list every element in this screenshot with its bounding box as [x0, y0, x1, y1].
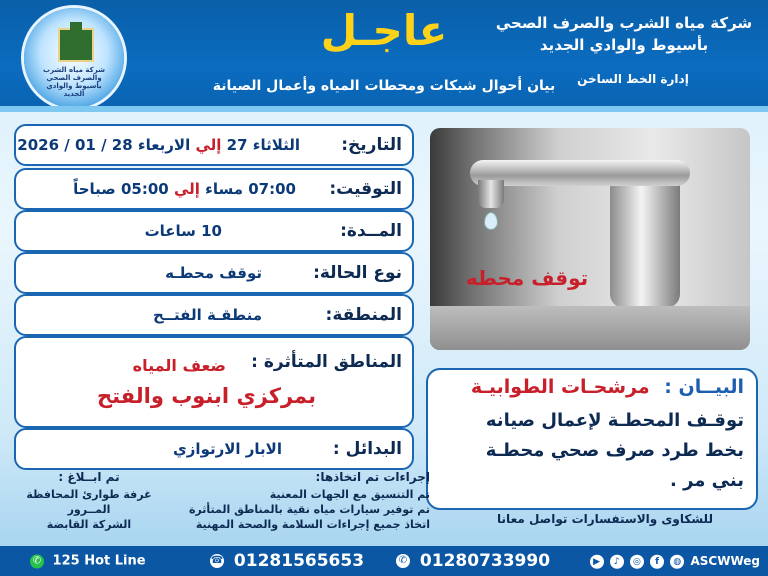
- hotline[interactable]: [30, 554, 146, 569]
- instagram-icon[interactable]: ◎: [630, 554, 644, 568]
- urgent-title: عاجـل: [320, 6, 448, 55]
- area-label: المنطقة:: [325, 305, 402, 325]
- date-value: [17, 136, 300, 154]
- time-to: إلي: [173, 180, 200, 198]
- duration-label: المــدة:: [340, 221, 402, 241]
- faucet-body-icon: [610, 168, 680, 308]
- faucet-nozzle-icon: [478, 180, 504, 208]
- statement-label: البيــان :: [664, 376, 744, 398]
- phone-call-text: 01281565653: [233, 551, 365, 571]
- alternatives-value: الابار الارتوازي: [173, 440, 282, 458]
- announcement-subtitle: بيان أحوال شبكات ومحطات المياه وأعمال الصيانة: [212, 78, 556, 94]
- list-item: تم توفير سيارات مياه نقية بالمناطق المتأثرة: [188, 503, 430, 516]
- header-banner: [0, 0, 768, 112]
- whatsapp-icon: ✆: [396, 554, 410, 568]
- date-label: التاريخ:: [341, 135, 402, 155]
- hotline-label: Hot Line: [84, 553, 146, 569]
- statement-line1: توقـف المحطـة لإعمال صيانه: [485, 410, 744, 431]
- image-caption: توقف محطه: [465, 266, 589, 290]
- alternatives-label: البدائل :: [332, 439, 402, 459]
- youtube-icon[interactable]: ▶: [590, 554, 604, 568]
- date-start: الثلاثاء 27: [226, 136, 300, 154]
- web-icon[interactable]: ◍: [670, 554, 684, 568]
- affected-line1: ضعف المياه: [132, 356, 226, 375]
- date-row: [14, 124, 414, 166]
- social-links[interactable]: [590, 554, 760, 569]
- social-handle: ASCWWeg: [690, 553, 760, 568]
- company-name-line2: بأسيوط والوادي الجديد: [539, 36, 709, 54]
- affected-areas-row: [14, 336, 414, 428]
- case-type-value: توقف محطـه: [165, 264, 262, 282]
- hotline-number: 125: [52, 553, 80, 569]
- faucet-image: [430, 128, 750, 350]
- statement-value: مرشحـات الطوابيـة: [470, 376, 650, 398]
- case-type-row: [14, 252, 414, 294]
- measures-list: [174, 470, 430, 532]
- statement-box: [426, 368, 758, 510]
- affected-label: المناطق المتأثرة :: [251, 352, 402, 372]
- statement-line3: بني مر .: [669, 470, 744, 491]
- notified-parties-list: [14, 470, 164, 532]
- list-item: تم التنسيق مع الجهات المعنية: [269, 488, 430, 501]
- case-type-label: نوع الحالة:: [313, 263, 402, 283]
- date-end: الاربعاء 28 / 01 / 2026: [17, 136, 191, 154]
- sink-basin: [430, 306, 750, 350]
- logo-text: شركة مياه الشرب والصرف الصحي بأسيوط والوادي الجديد: [43, 66, 105, 98]
- statement-line2: بخط طرد صرف صحي محطـة: [485, 440, 744, 461]
- contact-note: للشكاوى والاستفسارات تواصل معانا: [497, 512, 713, 526]
- footer-bar: [0, 546, 768, 576]
- time-row: [14, 168, 414, 210]
- phone-whatsapp-text: 01280733990: [419, 551, 551, 571]
- date-to: إلي: [195, 136, 222, 154]
- time-end: 05:00 صباحاً: [73, 180, 169, 198]
- phone-call-number[interactable]: [210, 551, 364, 571]
- list-item: الشركة القابضة: [46, 518, 132, 531]
- list-item: اتخاذ جميع إجراءات السلامة والصحة المهنية: [195, 518, 430, 531]
- department-name: إدارة الخط الساخن: [577, 72, 689, 86]
- area-value: منطقـة الفتــح: [152, 306, 262, 324]
- list-item: المــرور: [67, 503, 111, 516]
- duration-row: [14, 210, 414, 252]
- time-value: [73, 180, 296, 198]
- facebook-icon[interactable]: f: [650, 554, 664, 568]
- alternatives-row: [14, 428, 414, 470]
- duration-value: 10 ساعات: [144, 222, 222, 240]
- time-label: التوقيت:: [329, 179, 402, 199]
- whatsapp-icon: ✆: [30, 554, 44, 568]
- phone-whatsapp-number[interactable]: [396, 551, 550, 571]
- statement-header: [471, 376, 744, 398]
- area-row: [14, 294, 414, 336]
- notify-title: تم ابــلاغ :: [58, 470, 120, 484]
- list-item: غرفة طوارئ المحافظة: [26, 488, 152, 501]
- time-start: 07:00 مساء: [205, 180, 296, 198]
- company-name-line1: شركة مياه الشرب والصرف الصحي: [495, 14, 753, 32]
- phone-icon: ☎: [210, 555, 224, 566]
- tiktok-icon[interactable]: ♪: [610, 554, 624, 568]
- measures-title: إجراءات تم اتخاذها:: [315, 470, 430, 484]
- water-drop-icon: [484, 212, 498, 230]
- affected-line2: بمركزي ابنوب والفتح: [96, 384, 316, 408]
